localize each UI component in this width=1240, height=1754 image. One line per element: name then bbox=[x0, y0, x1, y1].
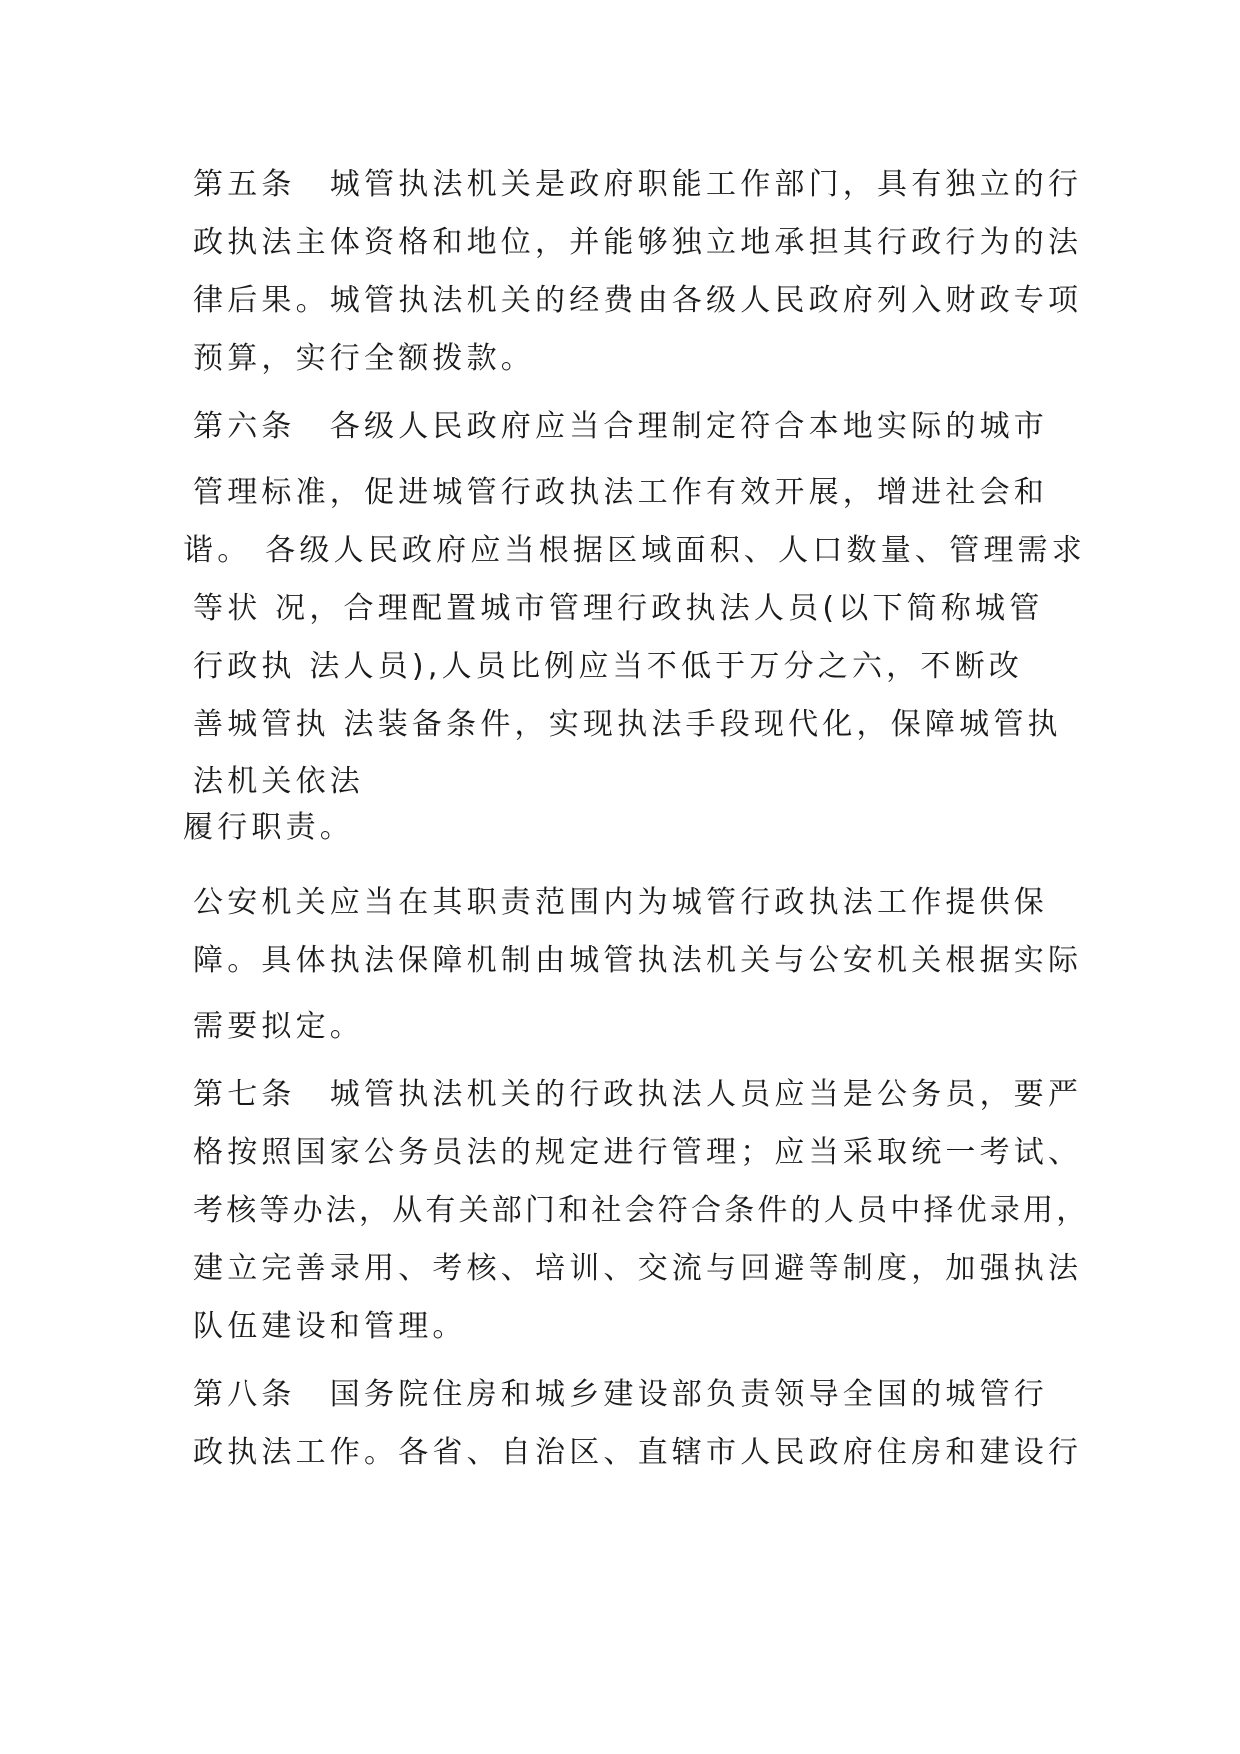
text-line: 建立完善录用、考核、培训、交流与回避等制度，加强执法 bbox=[193, 1251, 1083, 1286]
text-line: 第七条 城管执法机关的行政执法人员应当是公务员，要严 bbox=[193, 1077, 1083, 1112]
text-line: 第八条 国务院住房和城乡建设部负责领导全国的城管行 bbox=[193, 1377, 1048, 1412]
text-line: 谐。 各级人民政府应当根据区域面积、人口数量、管理需求 bbox=[183, 533, 1086, 568]
text-line: 律后果。城管执法机关的经费由各级人民政府列入财政专项 bbox=[193, 283, 1083, 318]
text-line: 政执法主体资格和地位，并能够独立地承担其行政行为的法 bbox=[193, 225, 1083, 260]
text-line: 障。具体执法保障机制由城管执法机关与公安机关根据实际 bbox=[193, 943, 1083, 978]
text-line: 第五条 城管执法机关是政府职能工作部门，具有独立的行 bbox=[193, 167, 1083, 202]
text-line: 履行职责。 bbox=[183, 810, 354, 845]
text-line: 队伍建设和管理。 bbox=[193, 1309, 467, 1344]
text-line: 需要拟定。 bbox=[193, 1009, 364, 1044]
text-line: 政执法工作。各省、自治区、直辖市人民政府住房和建设行 bbox=[193, 1435, 1083, 1470]
text-line: 预算，实行全额拨款。 bbox=[193, 341, 535, 376]
text-line: 法机关依法 bbox=[193, 764, 364, 799]
text-line: 格按照国家公务员法的规定进行管理；应当采取统一考试、 bbox=[193, 1135, 1083, 1170]
text-line: 管理标准，促进城管行政执法工作有效开展，增进社会和 bbox=[193, 475, 1048, 510]
text-line: 第六条 各级人民政府应当合理制定符合本地实际的城市 bbox=[193, 409, 1048, 444]
text-line: 等状 况，合理配置城市管理行政执法人员(以下简称城管 bbox=[193, 591, 1044, 626]
text-line: 善城管执 法装备条件，实现执法手段现代化，保障城管执 bbox=[193, 707, 1062, 742]
text-line: 公安机关应当在其职责范围内为城管行政执法工作提供保 bbox=[193, 885, 1048, 920]
text-line: 行政执 法人员),人员比例应当不低于万分之六，不断改 bbox=[193, 649, 1023, 684]
text-line: 考核等办法，从有关部门和社会符合条件的人员中择优录用， bbox=[193, 1193, 1090, 1228]
